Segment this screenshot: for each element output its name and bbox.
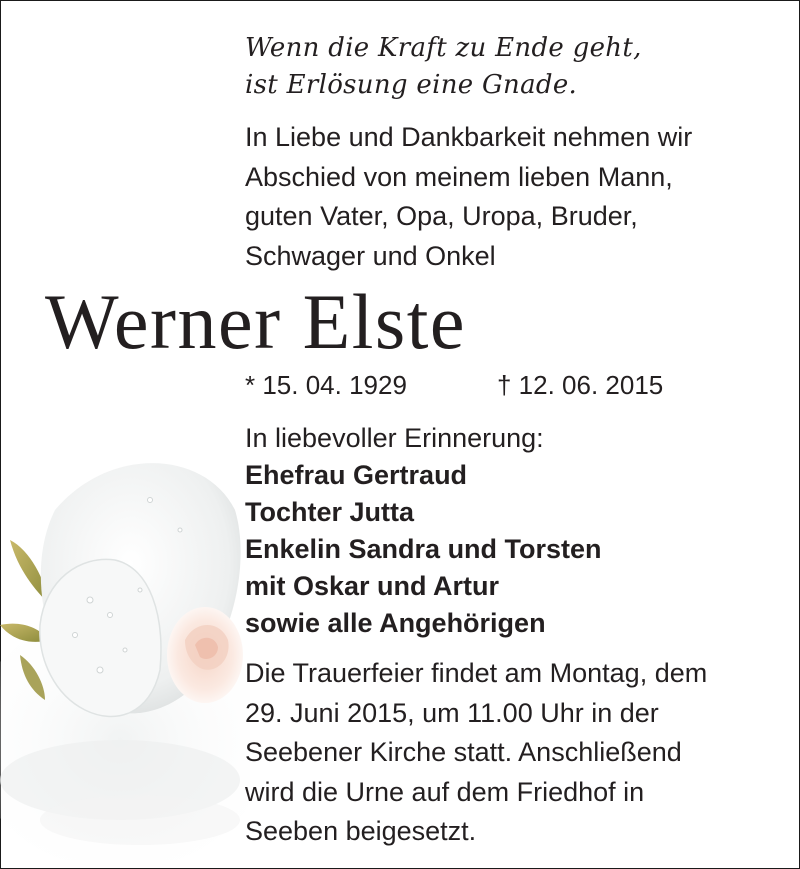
deceased-name: Werner Elste (45, 278, 467, 365)
survivor-name: sowie alle Angehörigen (245, 608, 546, 638)
survivor-name: Ehefrau Gertraud (245, 460, 468, 490)
service-line: Seeben beigesetzt. (245, 816, 477, 846)
service-line: Die Trauerfeier findet am Montag, dem (245, 658, 708, 688)
intro-line: Abschied von meinem lieben Mann, (245, 161, 673, 192)
survivors-heading: In liebevoller Erinnerung: (245, 423, 544, 453)
survivor-name: Tochter Jutta (245, 497, 415, 527)
survivors-list (245, 420, 785, 642)
death-date: † 12. 06. 2015 (497, 370, 664, 400)
funeral-service-info (245, 654, 785, 852)
survivor-name: Enkelin Sandra und Torsten (245, 534, 602, 564)
survivor-name: mit Oskar und Artur (245, 571, 500, 601)
white-rose-image (0, 440, 250, 860)
intro-text (245, 118, 785, 276)
intro-line: In Liebe und Dankbarkeit nehmen wir (245, 122, 693, 152)
service-line: Seebener Kirche statt. Anschließend (245, 737, 682, 767)
motto-line-2: ist Erlösung eine Gnade. (245, 70, 578, 100)
intro-line: guten Vater, Opa, Uropa, Bruder, (245, 201, 638, 231)
motto-line-1: Wenn die Kraft zu Ende geht, (245, 33, 642, 63)
intro-line: Schwager und Onkel (245, 240, 496, 271)
motto-verse (245, 30, 785, 104)
birth-date: * 15. 04. 1929 (245, 370, 407, 400)
service-line: wird die Urne auf dem Friedhof in (245, 776, 645, 807)
service-line: 29. Juni 2015, um 11.00 Uhr in der (245, 697, 659, 728)
